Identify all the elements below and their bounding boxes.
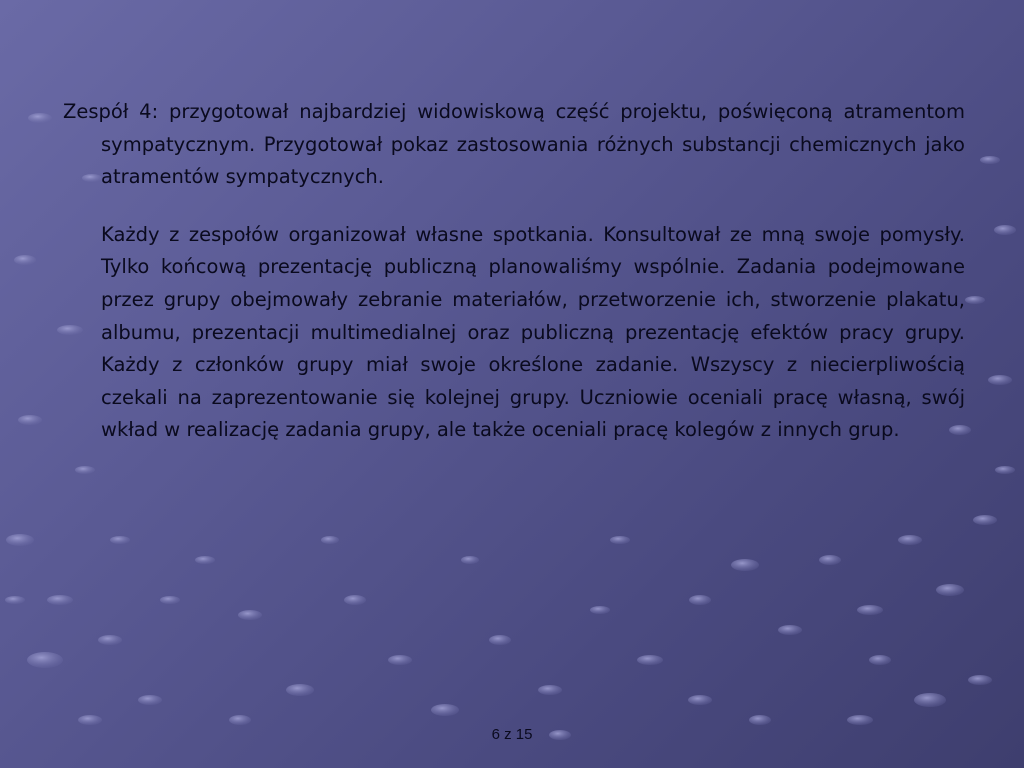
background-dot [229, 715, 251, 725]
background-dot [6, 534, 34, 546]
background-dot [195, 556, 215, 564]
background-dot [47, 595, 73, 605]
background-dot [5, 596, 25, 604]
background-dot [344, 595, 366, 605]
background-dot [160, 596, 180, 604]
slide-content [63, 96, 965, 447]
background-dot [28, 113, 52, 123]
background-dot [14, 255, 36, 265]
background-dot [75, 466, 95, 474]
background-dot [994, 225, 1016, 235]
background-dot [538, 685, 562, 695]
background-dot [965, 296, 985, 304]
background-dot [731, 559, 759, 571]
background-dot [936, 584, 964, 596]
background-dot [688, 695, 712, 705]
background-dot [995, 466, 1015, 474]
background-dot [489, 635, 511, 645]
background-dot [286, 684, 314, 696]
background-dot [78, 715, 102, 725]
background-dot [110, 536, 130, 544]
background-dot [778, 625, 802, 635]
background-dot [27, 652, 63, 668]
background-dot [988, 375, 1012, 385]
background-dot [819, 555, 841, 565]
background-dot [461, 556, 479, 564]
background-dot [98, 635, 122, 645]
background-dot [610, 536, 630, 544]
background-dot [973, 515, 997, 525]
background-dot [898, 535, 922, 545]
background-dot [138, 695, 162, 705]
background-dot [590, 606, 610, 614]
background-dot [321, 536, 339, 544]
background-dot [689, 595, 711, 605]
paragraph-team-4: Zespół 4: przygotował najbardziej widowiskową część projektu, poświęconą atramentom sympatycznym. Przygotował pokaz zastosowania różnych substancji chemicznych jako atramentów sympatycznych. [63, 100, 965, 189]
background-dot [749, 715, 771, 725]
background-dot [847, 715, 873, 725]
background-dot [18, 415, 42, 425]
background-dot [914, 693, 946, 707]
background-dot [980, 156, 1000, 164]
background-dot [968, 675, 992, 685]
background-dot [431, 704, 459, 716]
background-dot [857, 605, 883, 615]
background-dot [869, 655, 891, 665]
page-number: 6 z 15 [491, 726, 533, 743]
background-dot [637, 655, 663, 665]
background-dot [388, 655, 412, 665]
paragraph-teams-summary: Każdy z zespołów organizował własne spotkania. Konsultował ze mną swoje pomysły. Tylko końcową prezentację publiczną planowaliśmy wspólnie. Zadania podejmowane przez grupy obejmowały zebranie materiałów, przetworzenie ich, stworzenie plakatu, albumu, prezentacji multimedialnej oraz publiczną prezentację efektów pracy grupy. Każdy z członków grupy miał swoje określone zadanie. Wszyscy z niecierpliwością czekali na zaprezentowanie się kolejnej grupy. Uczniowie oceniali pracę własną, swój wkład w realizację zadania grupy, ale także oceniali pracę kolegów z innych grup. [101, 222, 965, 442]
background-dot [238, 610, 262, 620]
